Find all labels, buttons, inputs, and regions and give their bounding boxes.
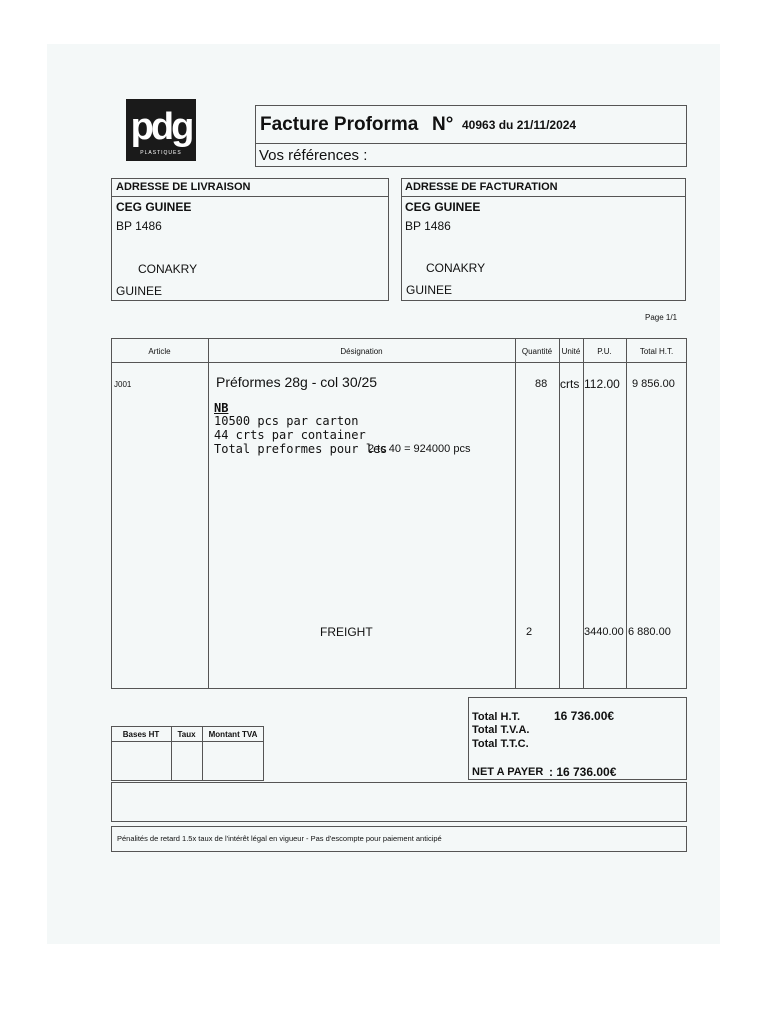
notes-line: 10500 pcs par carton xyxy=(214,414,359,428)
total-ht-label: Total H.T. xyxy=(472,711,521,723)
line2-total: 6 880.00 xyxy=(628,626,671,638)
header-quantity: Quantité xyxy=(521,347,553,356)
notes-title: NB xyxy=(214,401,229,415)
items-header-divider xyxy=(111,362,687,363)
page-number: Page 1/1 xyxy=(645,313,678,322)
total-tva-label: Total T.V.A. xyxy=(472,724,530,736)
delivery-bp: BP 1486 xyxy=(116,219,162,233)
total-ttc-label: Total T.T.C. xyxy=(472,738,529,750)
logo-subtitle: PLASTIQUES xyxy=(140,150,182,156)
header-article: Article xyxy=(148,347,171,356)
net-to-pay-value: : 16 736.00€ xyxy=(549,765,617,779)
invoice-number: 40963 du 21/11/2024 xyxy=(462,118,577,132)
billing-country: GUINEE xyxy=(406,283,453,297)
total-ht-value: 16 736.00€ xyxy=(554,709,615,723)
header-unit: Unité xyxy=(561,347,581,356)
billing-name: CEG GUINEE xyxy=(405,200,481,214)
column-divider xyxy=(208,338,209,689)
delivery-divider xyxy=(111,196,389,197)
line1-unit: crts xyxy=(560,377,580,391)
column-divider xyxy=(626,338,627,689)
logo-mark: pdg xyxy=(130,106,192,148)
header-pu: P.U. xyxy=(597,347,612,356)
line1-total: 9 856.00 xyxy=(632,378,675,390)
header-divider xyxy=(255,143,687,144)
vat-bases-header: Bases HT xyxy=(122,730,160,739)
line1-article: J001 xyxy=(114,380,132,389)
delivery-heading: ADRESSE DE LIVRAISON xyxy=(116,181,251,193)
line1-unit-price: 112.00 xyxy=(584,377,620,391)
net-to-pay-label: NET A PAYER xyxy=(472,766,544,778)
delivery-name: CEG GUINEE xyxy=(116,200,192,214)
delivery-city: CONAKRY xyxy=(138,262,198,276)
header-total: Total H.T. xyxy=(639,347,674,356)
notes-line: Total preformes pour les xyxy=(214,442,388,456)
line2-unit-price: 3440.00 xyxy=(584,626,624,638)
vat-amount-header: Montant TVA xyxy=(208,730,258,739)
line1-designation: Préformes 28g - col 30/25 xyxy=(216,374,378,390)
vat-rate-header: Taux xyxy=(177,730,196,739)
billing-city: CONAKRY xyxy=(426,261,486,275)
line2-quantity: 2 xyxy=(526,626,533,638)
number-label: N° xyxy=(432,114,454,135)
notes-line: 44 crts par container xyxy=(214,428,366,442)
header-designation: Désignation xyxy=(340,347,383,356)
references-label: Vos références : xyxy=(259,147,368,164)
penalties-note: Pénalités de retard 1.5x taux de l'intérêt légal en vigueur - Pas d'escompte pour paiement anticipé xyxy=(117,834,442,843)
billing-heading: ADRESSE DE FACTURATION xyxy=(405,181,558,193)
billing-bp: BP 1486 xyxy=(405,219,451,233)
notes-line: 2 tc 40 = 924000 pcs xyxy=(368,443,471,455)
vat-header-divider xyxy=(111,741,264,742)
column-divider xyxy=(515,338,516,689)
document-title: Facture Proforma xyxy=(260,114,419,135)
line1-quantity: 88 xyxy=(535,378,548,390)
remarks-box xyxy=(111,782,687,822)
delivery-country: GUINEE xyxy=(116,284,163,298)
line2-designation: FREIGHT xyxy=(320,625,373,639)
billing-divider xyxy=(401,196,686,197)
